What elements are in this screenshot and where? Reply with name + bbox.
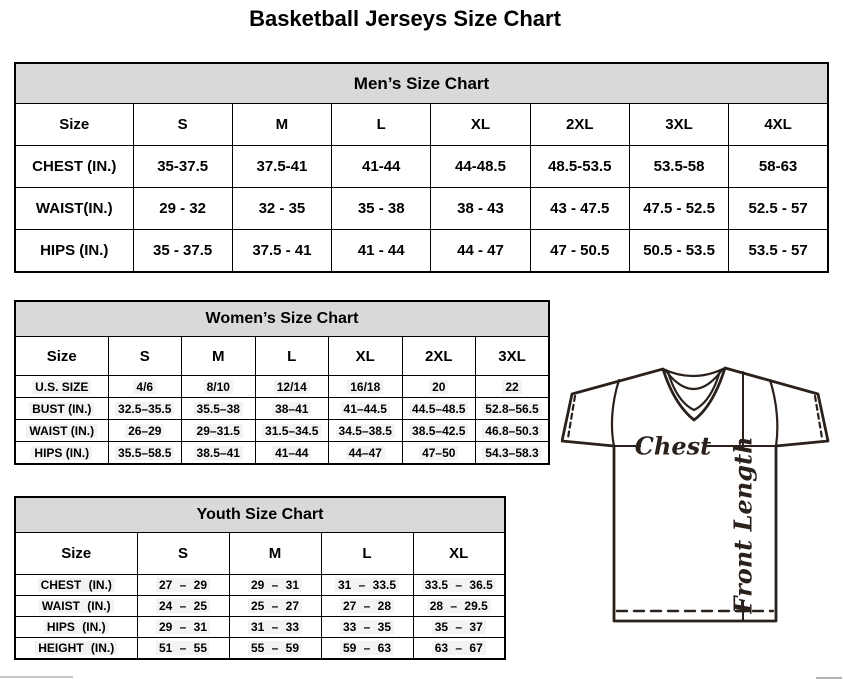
table-cell: 32 - 35 <box>232 188 331 230</box>
column-header: L <box>255 337 329 376</box>
column-header: S <box>133 104 232 146</box>
table-cell: 38.5–42.5 <box>402 420 476 442</box>
table-cell: 27 – 28 <box>321 596 413 617</box>
column-header: Size <box>15 533 137 575</box>
scrollbar-fragment-left[interactable] <box>0 676 73 678</box>
table-cell: 32.5–35.5 <box>108 398 182 420</box>
table-row <box>15 638 505 660</box>
table-cell: 41–44 <box>255 442 329 465</box>
table-cell: 41 - 44 <box>332 230 431 273</box>
table-cell: 29–31.5 <box>182 420 256 442</box>
table-cell: 33 – 35 <box>321 617 413 638</box>
table-cell: 31 – 33.5 <box>321 575 413 596</box>
table-cell: 48.5-53.5 <box>530 146 629 188</box>
table-cell: 46.8–50.3 <box>476 420 550 442</box>
table-row <box>15 230 828 273</box>
table-cell: 58-63 <box>729 146 828 188</box>
table-cell: 47 - 50.5 <box>530 230 629 273</box>
row-label: HIPS (IN.) <box>15 442 108 465</box>
table-title: Women’s Size Chart <box>15 301 549 337</box>
table-cell: 25 – 27 <box>229 596 321 617</box>
row-label: CHEST (IN.) <box>15 146 133 188</box>
table-cell: 44.5–48.5 <box>402 398 476 420</box>
column-header: 4XL <box>729 104 828 146</box>
table-cell: 47–50 <box>402 442 476 465</box>
table-cell: 38 - 43 <box>431 188 530 230</box>
column-header: M <box>182 337 256 376</box>
table-row <box>15 596 505 617</box>
collar-arc-outer <box>663 368 725 376</box>
table-cell: 44 - 47 <box>431 230 530 273</box>
jersey-measurement-diagram <box>561 364 833 628</box>
table-cell: 38.5–41 <box>182 442 256 465</box>
table-cell: 38–41 <box>255 398 329 420</box>
table-cell: 8/10 <box>182 376 256 398</box>
table-cell: 54.3–58.3 <box>476 442 550 465</box>
table-cell: 51 – 55 <box>137 638 229 660</box>
column-header: Size <box>15 337 108 376</box>
column-header: 3XL <box>629 104 728 146</box>
table-cell: 50.5 - 53.5 <box>629 230 728 273</box>
table-cell: 35 - 37.5 <box>133 230 232 273</box>
column-header: XL <box>413 533 505 575</box>
table-cell: 16/18 <box>329 376 403 398</box>
table-row <box>15 575 505 596</box>
table-cell: 37.5 - 41 <box>232 230 331 273</box>
row-label: HIPS (IN.) <box>15 617 137 638</box>
table-cell: 34.5–38.5 <box>329 420 403 442</box>
chest-label: Chest <box>634 431 712 461</box>
table-cell: 53.5 - 57 <box>729 230 828 273</box>
table-row <box>15 188 828 230</box>
row-label: WAIST (IN.) <box>15 420 108 442</box>
mens-size-table <box>14 62 829 273</box>
table-row <box>15 442 549 465</box>
table-cell: 44-48.5 <box>431 146 530 188</box>
table-cell: 22 <box>476 376 550 398</box>
row-label: WAIST(IN.) <box>15 188 133 230</box>
column-header: XL <box>431 104 530 146</box>
table-cell: 20 <box>402 376 476 398</box>
table-row <box>15 146 828 188</box>
table-cell: 52.8–56.5 <box>476 398 550 420</box>
table-cell: 29 - 32 <box>133 188 232 230</box>
front-length-label: Front Length <box>728 436 758 614</box>
column-header: M <box>232 104 331 146</box>
row-label: HEIGHT (IN.) <box>15 638 137 660</box>
table-cell: 35 – 37 <box>413 617 505 638</box>
table-row <box>15 398 549 420</box>
table-cell: 29 – 31 <box>229 575 321 596</box>
row-label: BUST (IN.) <box>15 398 108 420</box>
table-cell: 31 – 33 <box>229 617 321 638</box>
table-cell: 29 – 31 <box>137 617 229 638</box>
column-header: S <box>108 337 182 376</box>
row-label: CHEST (IN.) <box>15 575 137 596</box>
table-cell: 26–29 <box>108 420 182 442</box>
column-header: 2XL <box>530 104 629 146</box>
table-title: Youth Size Chart <box>15 497 505 533</box>
table-cell: 35.5–58.5 <box>108 442 182 465</box>
row-label: HIPS (IN.) <box>15 230 133 273</box>
column-header: S <box>137 533 229 575</box>
table-cell: 28 – 29.5 <box>413 596 505 617</box>
row-label: U.S. SIZE <box>15 376 108 398</box>
table-cell: 41–44.5 <box>329 398 403 420</box>
table-cell: 27 – 29 <box>137 575 229 596</box>
table-cell: 37.5-41 <box>232 146 331 188</box>
table-cell: 31.5–34.5 <box>255 420 329 442</box>
column-header: L <box>332 104 431 146</box>
table-cell: 35 - 38 <box>332 188 431 230</box>
table-cell: 43 - 47.5 <box>530 188 629 230</box>
table-cell: 33.5 – 36.5 <box>413 575 505 596</box>
row-label: WAIST (IN.) <box>15 596 137 617</box>
page-title: Basketball Jerseys Size Chart <box>249 6 561 31</box>
table-cell: 41-44 <box>332 146 431 188</box>
column-header: XL <box>329 337 403 376</box>
table-cell: 24 – 25 <box>137 596 229 617</box>
column-header: 2XL <box>402 337 476 376</box>
column-header: Size <box>15 104 133 146</box>
table-cell: 59 – 63 <box>321 638 413 660</box>
column-header: L <box>321 533 413 575</box>
table-cell: 4/6 <box>108 376 182 398</box>
table-title: Men’s Size Chart <box>15 63 828 104</box>
table-cell: 55 – 59 <box>229 638 321 660</box>
table-row <box>15 617 505 638</box>
column-header: 3XL <box>476 337 550 376</box>
table-cell: 12/14 <box>255 376 329 398</box>
table-cell: 44–47 <box>329 442 403 465</box>
womens-size-table <box>14 300 550 465</box>
jersey-outline <box>562 368 828 621</box>
youth-size-table <box>14 496 506 660</box>
table-cell: 53.5-58 <box>629 146 728 188</box>
table-row <box>15 420 549 442</box>
table-cell: 47.5 - 52.5 <box>629 188 728 230</box>
table-cell: 35-37.5 <box>133 146 232 188</box>
table-cell: 63 – 67 <box>413 638 505 660</box>
column-header: M <box>229 533 321 575</box>
table-row <box>15 376 549 398</box>
table-cell: 52.5 - 57 <box>729 188 828 230</box>
table-cell: 35.5–38 <box>182 398 256 420</box>
